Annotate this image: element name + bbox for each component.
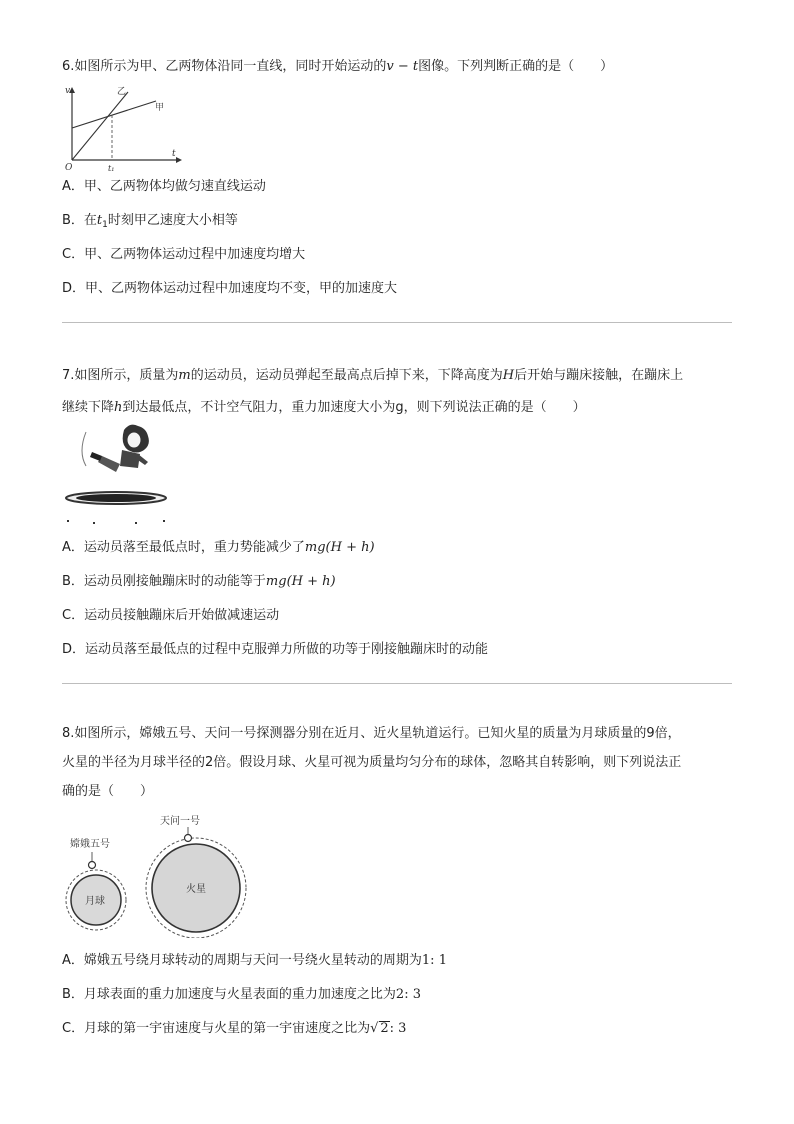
- q6-option-c[interactable]: C．甲、乙两物体运动过程中加速度均增大: [62, 247, 306, 262]
- vt-graph-figure: [62, 84, 186, 172]
- athlete-face: [127, 432, 141, 448]
- moon-label: 月球: [85, 896, 105, 907]
- q8-option-a[interactable]: A．嫦娥五号绕月球转动的周期与天问一号绕火星转动的周期为1: 1: [62, 953, 447, 968]
- athlete-legs: [98, 456, 120, 472]
- q6-option-b[interactable]: B．在$t_1$时刻甲乙速度大小相等: [62, 213, 238, 230]
- question-8: [62, 719, 738, 806]
- label-jia: 甲: [155, 103, 165, 113]
- axis-t-label: t: [172, 149, 176, 159]
- probe-mars-icon: [185, 835, 192, 842]
- origin-label: O: [65, 163, 73, 172]
- q8-option-b[interactable]: B．月球表面的重力加速度与火星表面的重力加速度之比为2: 3: [62, 987, 421, 1002]
- axis-v-label: v: [65, 86, 71, 96]
- divider-2: [62, 683, 732, 684]
- trampoline-figure: [62, 420, 174, 528]
- question-7: [62, 360, 738, 424]
- question-6: [62, 51, 738, 83]
- question-7-options: [62, 531, 738, 667]
- probe-moon-label: 嫦娥五号: [70, 839, 110, 850]
- q7-option-b[interactable]: B．运动员刚接触蹦床时的动能等于mg(H + h): [62, 574, 336, 589]
- line-jia: [72, 101, 156, 128]
- q7-option-a[interactable]: A．运动员落至最低点时，重力势能减少了mg(H + h): [62, 540, 375, 555]
- question-6-options: [62, 170, 738, 306]
- probe-moon-icon: [89, 862, 96, 869]
- question-8-options: [62, 944, 738, 1046]
- label-yi: 乙: [117, 87, 127, 97]
- q6-option-a[interactable]: A．甲、乙两物体均做匀速直线运动: [62, 179, 266, 194]
- q8-option-c[interactable]: C．月球的第一宇宙速度与火星的第一宇宙速度之比为√ 2: 3: [62, 1021, 407, 1036]
- moon-mars-orbit-figure: [62, 814, 248, 938]
- t1-label: t₁: [108, 164, 115, 172]
- athlete-feet: [90, 452, 102, 461]
- probe-mars-label: 天问一号: [160, 816, 200, 827]
- divider-1: [62, 322, 732, 323]
- t-axis-arrow-icon: [176, 157, 182, 163]
- question-7-stem: 7.如图所示，质量为m的运动员，运动员弹起至最高点后掉下来，下降高度为H后开始与蹦床接触，在蹦床上 继续下降h到达最低点，不计空气阻力，重力加速度大小为g，则下列说法正确的是（ ）: [62, 368, 684, 415]
- sqrt-expression: √ 2: 3: [370, 1021, 407, 1036]
- mars-label: 火星: [186, 884, 206, 895]
- q6-option-d[interactable]: D．甲、乙两物体运动过程中加速度均不变，甲的加速度大: [62, 281, 398, 296]
- line-yi: [72, 92, 128, 160]
- motion-arc: [82, 432, 86, 466]
- athlete-illustration: [82, 425, 149, 472]
- question-6-stem: 6.如图所示为甲、乙两物体沿同一直线，同时开始运动的v − t图像。下列判断正确的是（ ）: [62, 59, 614, 74]
- q7-option-c[interactable]: C．运动员接触蹦床后开始做减速运动: [62, 608, 280, 623]
- trampoline-mat: [76, 494, 156, 502]
- q7-option-d[interactable]: D．运动员落至最低点的过程中克服弹力所做的功等于刚接触蹦床时的动能: [62, 642, 489, 657]
- question-8-stem: 8.如图所示，嫦娥五号、天问一号探测器分别在近月、近火星轨道运行。已知火星的质量为月球质量的9倍， 火星的半径为月球半径的2倍。假设月球、火星可视为质量均匀分布的球体，忽略其自转影响，则下列说法正 确的是（ ）: [62, 726, 682, 799]
